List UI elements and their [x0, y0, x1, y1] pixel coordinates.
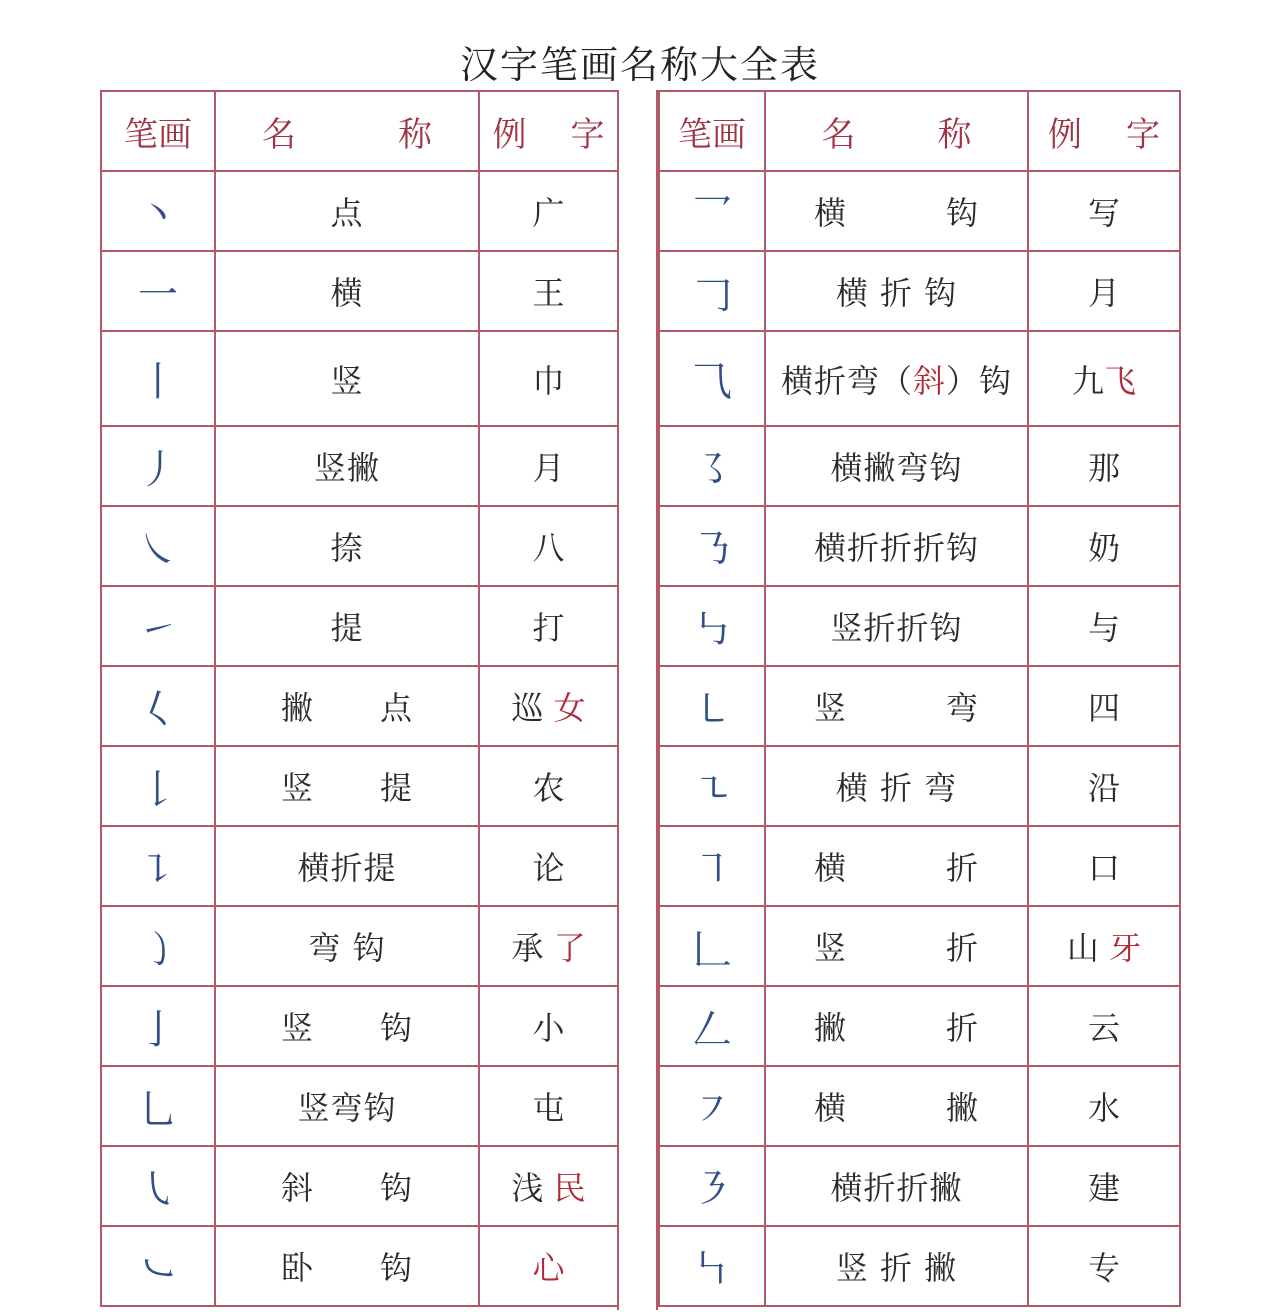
column-divider [617, 90, 658, 1310]
table-row [101, 826, 618, 906]
example-char-highlight: 民 [553, 1169, 586, 1207]
header-example-part-1: 例 [1048, 114, 1082, 155]
stroke-name: 弯 钩 [308, 929, 386, 967]
header-example-part-2: 字 [570, 114, 605, 155]
stroke-cell: ㇍ [659, 746, 765, 826]
stroke-cell: ㇌ [659, 426, 765, 506]
table-row [659, 1066, 1180, 1146]
stroke-cell: ㇇ [659, 1066, 765, 1146]
example-char: 九 [1071, 361, 1104, 400]
stroke-cell: ㇀ [101, 586, 215, 666]
name-cell [765, 171, 1028, 251]
example-char: 月 [1087, 274, 1120, 312]
table-row [659, 666, 1180, 746]
table-row [101, 1146, 618, 1226]
example-char: 专 [1087, 1249, 1120, 1287]
example-char-highlight: 女 [553, 689, 586, 727]
example-char: 建 [1087, 1169, 1120, 1207]
stroke-name: 竖撇 [313, 449, 380, 487]
table-row [101, 746, 618, 826]
name-cell [215, 331, 479, 426]
header-example [479, 91, 618, 171]
stroke-cell: 亅 [101, 986, 215, 1066]
stroke-name: 竖 折 撇 [835, 1249, 958, 1287]
name-cell [215, 506, 479, 586]
table-row [101, 171, 618, 251]
table-row [659, 986, 1180, 1066]
example-cell [479, 906, 618, 986]
page-title: 汉字笔画名称大全表 [459, 43, 820, 87]
example-cell [1028, 1226, 1180, 1306]
stroke-cell: 乛 [659, 171, 765, 251]
stroke-name-highlight: 斜 [912, 361, 946, 400]
example-cell [479, 746, 618, 826]
stroke-name: 横 撇 [813, 1089, 979, 1127]
stroke-name: 横 折 [813, 849, 979, 887]
stroke-cell: ㇁ [101, 906, 215, 986]
example-char: 论 [532, 849, 565, 887]
stroke-cell: ㇡ [659, 506, 765, 586]
example-char: 那 [1087, 449, 1120, 487]
table-row [101, 666, 618, 746]
stroke-name: 横 折 钩 [835, 274, 958, 312]
header-name-part-1: 名 [821, 114, 856, 155]
table-row [659, 1146, 1180, 1226]
stroke-cell: 𠄌 [101, 746, 215, 826]
stroke-cell: 丨 [101, 331, 215, 426]
left-table-body [101, 171, 618, 1306]
example-char: 广 [532, 194, 565, 232]
example-cell [479, 1066, 618, 1146]
example-cell [479, 1226, 618, 1306]
stroke-cell: ㇊ [101, 826, 215, 906]
stroke-name: 横 [330, 274, 364, 312]
name-cell [765, 1066, 1028, 1146]
header-name [215, 91, 479, 171]
example-char: 山 [1066, 929, 1110, 967]
stroke-cell: 𠃌 [659, 251, 765, 331]
stroke-cell: ㇉ [659, 586, 765, 666]
table-row [101, 426, 618, 506]
name-cell [765, 906, 1028, 986]
name-cell [215, 1146, 479, 1226]
stroke-name: 横撇弯钩 [830, 449, 963, 487]
stroke-cell: ㇂ [101, 1146, 215, 1226]
stroke-cell: ㇄ [659, 666, 765, 746]
example-cell [1028, 331, 1180, 426]
stroke-cell: ㇋ [659, 1146, 765, 1226]
stroke-name: 横折折折钩 [813, 529, 979, 567]
example-cell [479, 666, 618, 746]
table-row [659, 1226, 1180, 1306]
header-example-part-2: 字 [1126, 114, 1160, 155]
header-example [1028, 91, 1180, 171]
stroke-name: 横折提 [297, 849, 397, 887]
stroke-cell: 丶 [101, 171, 215, 251]
header-name-part-1: 名 [262, 114, 296, 155]
stroke-name: 横 折 弯 [835, 769, 958, 807]
example-cell [479, 986, 618, 1066]
example-cell [1028, 666, 1180, 746]
example-char: 与 [1087, 609, 1120, 647]
example-char: 月 [532, 449, 565, 487]
example-char: 浅 [511, 1169, 554, 1207]
example-char: 口 [1087, 849, 1120, 887]
example-cell [1028, 426, 1180, 506]
name-cell [765, 586, 1028, 666]
name-cell [765, 506, 1028, 586]
example-char: 王 [532, 274, 565, 312]
example-cell [1028, 986, 1180, 1066]
stroke-name: 竖 提 [280, 769, 413, 807]
stroke-name: 横折折撇 [830, 1169, 963, 1207]
name-cell [215, 1226, 479, 1306]
name-cell [765, 986, 1028, 1066]
example-cell [1028, 251, 1180, 331]
stroke-name: 竖 [330, 361, 364, 400]
stroke-name: 卧 钩 [280, 1249, 413, 1287]
stroke-cell: ㇞ [659, 1226, 765, 1306]
example-char: 水 [1087, 1089, 1120, 1127]
example-cell [1028, 1146, 1180, 1226]
table-row [659, 331, 1180, 426]
table-row [659, 826, 1180, 906]
header-stroke: 笔画 [101, 91, 215, 171]
example-cell [479, 506, 618, 586]
example-char-highlight: 飞 [1104, 361, 1137, 400]
stroke-name: 提 [330, 609, 364, 647]
header-stroke: 笔画 [659, 91, 765, 171]
name-cell [765, 1226, 1028, 1306]
example-cell [1028, 826, 1180, 906]
example-cell [479, 586, 618, 666]
name-cell [215, 171, 479, 251]
right-table-body [659, 171, 1180, 1306]
example-char: 屯 [532, 1089, 565, 1127]
example-char-highlight: 了 [553, 929, 586, 967]
example-char: 打 [532, 609, 565, 647]
example-cell [1028, 1066, 1180, 1146]
stroke-cell: 一 [101, 251, 215, 331]
table-row [101, 506, 618, 586]
example-cell [479, 1146, 618, 1226]
example-char: 写 [1087, 194, 1120, 232]
name-cell [765, 1146, 1028, 1226]
stroke-cell: ㇏ [101, 506, 215, 586]
table-row [659, 251, 1180, 331]
name-cell [215, 426, 479, 506]
table-row [659, 746, 1180, 826]
stroke-table-right [658, 90, 1181, 1307]
example-char-highlight: 牙 [1109, 929, 1142, 967]
example-cell [479, 826, 618, 906]
header-name-part-2: 称 [398, 114, 432, 155]
name-cell [765, 826, 1028, 906]
stroke-cell: ⺄ [659, 331, 765, 426]
table-row [659, 506, 1180, 586]
stroke-name: 竖 弯 [813, 689, 979, 727]
stroke-name: 竖弯钩 [297, 1089, 397, 1127]
name-cell [215, 586, 479, 666]
stroke-cell: ㇕ [659, 826, 765, 906]
table-row [659, 906, 1180, 986]
example-cell [1028, 506, 1180, 586]
stroke-name: 斜 钩 [280, 1169, 413, 1207]
name-cell [765, 666, 1028, 746]
example-char: 巡 [511, 689, 554, 727]
stroke-cell: ㇃ [101, 1226, 215, 1306]
stroke-name: 点 [330, 194, 364, 232]
example-char: 云 [1087, 1009, 1120, 1047]
table-row [101, 986, 618, 1066]
name-cell [215, 746, 479, 826]
table-row [659, 171, 1180, 251]
stroke-name: 竖 折 [813, 929, 979, 967]
header-name [765, 91, 1028, 171]
name-cell [215, 906, 479, 986]
name-cell [215, 826, 479, 906]
example-char: 四 [1087, 689, 1120, 727]
table-row [659, 426, 1180, 506]
header-row [101, 91, 618, 171]
name-cell [215, 666, 479, 746]
name-cell [765, 251, 1028, 331]
example-char: 农 [532, 769, 565, 807]
name-cell [765, 426, 1028, 506]
example-cell [1028, 171, 1180, 251]
example-char: 沿 [1087, 769, 1120, 807]
stroke-name: 竖折折钩 [830, 609, 963, 647]
stroke-table-left [100, 90, 619, 1307]
example-cell [479, 426, 618, 506]
example-cell [479, 251, 618, 331]
table-row [101, 1066, 618, 1146]
stroke-cell: 乚 [101, 1066, 215, 1146]
name-cell [765, 746, 1028, 826]
table-row [101, 331, 618, 426]
stroke-name: 横 钩 [813, 194, 979, 232]
example-cell [479, 171, 618, 251]
example-char: 奶 [1087, 529, 1120, 567]
stroke-name: 撇 折 [813, 1009, 979, 1047]
stroke-name: 撇 点 [280, 689, 413, 727]
example-char: 小 [532, 1009, 565, 1047]
example-cell [1028, 746, 1180, 826]
name-cell [215, 1066, 479, 1146]
example-char: 八 [532, 529, 565, 567]
stroke-cell: 𠃊 [659, 906, 765, 986]
name-cell [215, 986, 479, 1066]
table-row [101, 906, 618, 986]
stroke-cell: 𡿨 [101, 666, 215, 746]
table-row [101, 586, 618, 666]
stroke-name: 捺 [330, 529, 364, 567]
example-cell [479, 331, 618, 426]
stroke-name: 横折弯（ [780, 361, 913, 400]
stroke-name-suffix: ）钩 [946, 361, 1013, 400]
table-row [101, 251, 618, 331]
example-char-highlight: 心 [532, 1249, 565, 1287]
example-cell [1028, 586, 1180, 666]
header-example-part-1: 例 [492, 114, 527, 155]
name-cell [765, 331, 1028, 426]
example-char: 承 [511, 929, 554, 967]
stroke-name: 竖 钩 [280, 1009, 413, 1047]
table-row [659, 586, 1180, 666]
table-row [101, 1226, 618, 1306]
stroke-cell: 丿 [101, 426, 215, 506]
example-cell [1028, 906, 1180, 986]
header-row [659, 91, 1180, 171]
example-char: 巾 [532, 361, 565, 400]
stroke-cell: 𠃋 [659, 986, 765, 1066]
name-cell [215, 251, 479, 331]
header-name-part-2: 称 [937, 114, 972, 155]
